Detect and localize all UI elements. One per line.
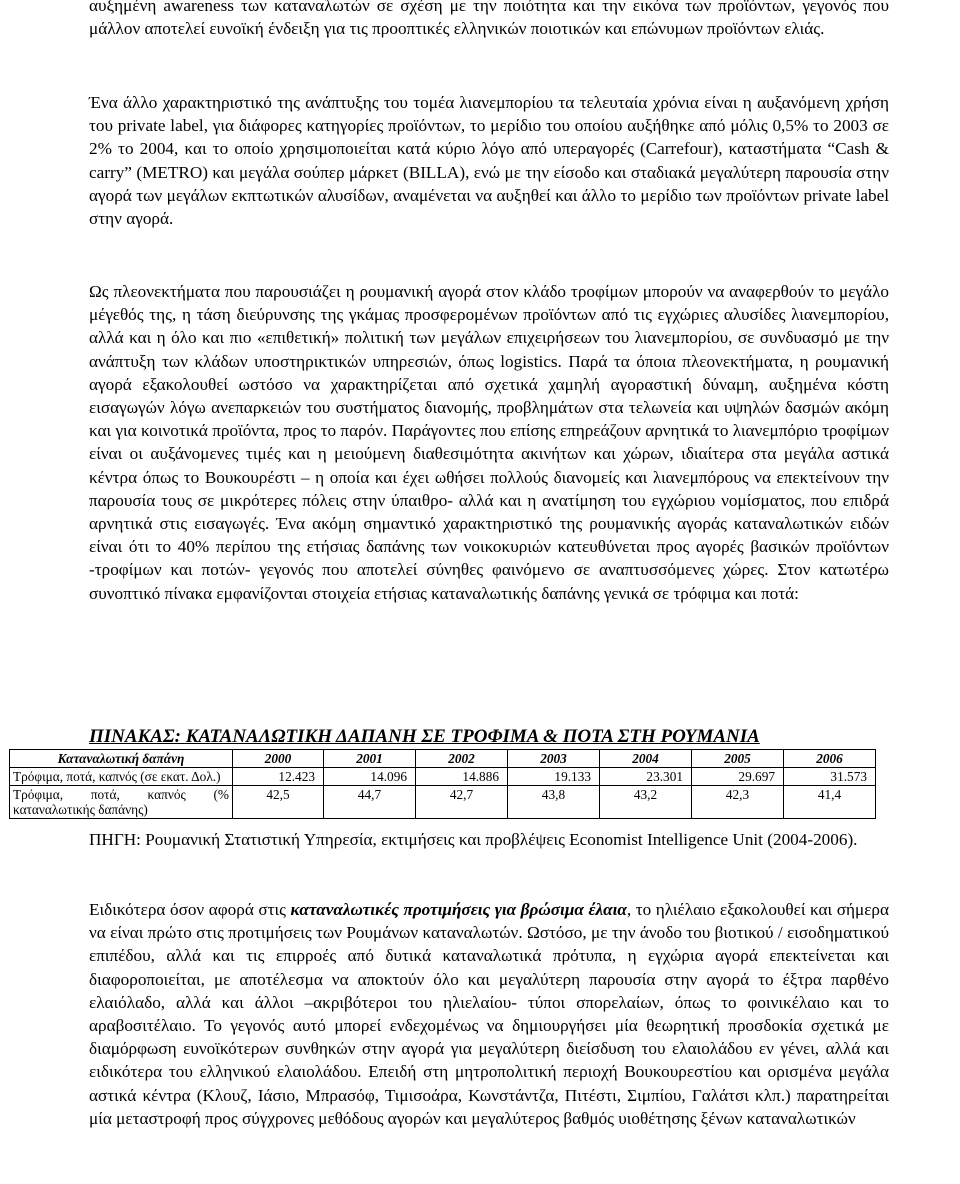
table-header-row <box>10 750 876 768</box>
paragraph-olive-preferences <box>89 898 889 1130</box>
table-row-label: Τρόφιμα, ποτά, καπνός (σε εκατ. Δολ.) <box>10 768 233 786</box>
paragraph-olive-lead: Ειδικότερα όσον αφορά στις <box>89 900 291 919</box>
table-cell: 23.301 <box>600 768 692 786</box>
table-cell: 14.886 <box>416 768 508 786</box>
consumer-spending-table <box>9 749 876 819</box>
table-row <box>10 786 876 819</box>
table-cell: 43,2 <box>600 786 692 819</box>
table-cell: 19.133 <box>508 768 600 786</box>
table-cell: 43,8 <box>508 786 600 819</box>
table-cell: 42,7 <box>416 786 508 819</box>
table-title: ΠΙΝΑΚΑΣ: ΚΑΤΑΝΑΛΩΤΙΚΗ ΔΑΠΑΝΗ ΣΕ ΤΡΟΦΙΜΑ & ΠΟΤΑ ΣΤΗ ΡΟΥΜΑΝΙΑ <box>89 726 760 747</box>
paragraph-private-label: Ένα άλλο χαρακτηριστικό της ανάπτυξης του τομέα λιανεμπορίου τα τελευταία χρόνια είναι η αυξανόμενη χρήση του private label, για διάφορες κατηγορίες προϊόντων, το μερίδιο του οποίου αυξήθηκε από μόλις 0,5% το 2003 σε 2% το 2004, και το οποίο χρησιμοποιείται κατά κύριο λόγο από υπεραγορές (Carrefour), καταστήματα “Cash & carry” (METRO) και μεγάλα σούπερ μάρκετ (BILLA), ενώ με την είσοδο και σταδιακά μεγαλύτερη παρουσία στην αγορά των μεγάλων εκπτωτικών αλυσίδων, αναμένεται να αυξηθεί και άλλο το μερίδιο των προϊόντων private label στην αγορά. <box>89 93 889 229</box>
table-header-year: 2006 <box>784 750 876 768</box>
table-row-label-line: καταναλωτικής δαπάνης) <box>13 802 148 817</box>
table-cell: 12.423 <box>233 768 324 786</box>
table-row-label-line: Τρόφιμα, ποτά, καπνός (% <box>13 787 229 802</box>
table-header-year: 2003 <box>508 750 600 768</box>
table-header-label: Καταναλωτική δαπάνη <box>10 750 233 768</box>
table-row-label <box>10 786 233 819</box>
paragraph-intro: αυξημένη awareness των καταναλωτών σε σχέση με την ποιότητα και την εικόνα των προϊόντων, γεγονός που μάλλον αποτελεί ευνοϊκή ένδειξη για τις προοπτικές ελληνικών ποιοτικών και επώνυμων προϊόντων ελιάς. <box>89 0 889 39</box>
paragraph-olive-rest: , το ηλιέλαιο εξακολουθεί και σήμερα να είναι πρώτο στις προτιμήσεις των Ρουμάνων καταναλωτών. Ωστόσο, με την άνοδο του βιοτικού / εισοδηματικού επιπέδου, αλλά και τις επιρροές από δυτικά καταναλωτικά πρότυπα, η εγχώρια αγορά επεκτείνεται και διαφοροποιείται, με αποτέλεσμα να αποκτούν όλο και μεγαλύτερη παρουσία στην αγορά το έξτρα παρθένο ελαιόλαδο, αλλά και άλλοι –ακριβότεροι του ηλιελαίου- τύποι σπορελαίων, όπως το φοινικέλαιο και το αραβοσιτέλαιο. Το γεγονός αυτό μπορεί ενδεχομένως να δημιουργήσει μία θεωρητική προσδοκία σχετικά με διαμόρφωση ευνοϊκότερων συνθηκών στην αγορά για μεγαλύτερη διείσδυση του ελαιολάδου εν γένει, αλλά και ειδικότερα του ελληνικού ελαιολάδου. Επειδή στη μητροπολιτική περιοχή Βουκουρεστίου και ορισμένα μεγάλα αστικά κέντρα (Κλουζ, Ιάσιο, Μπρασόφ, Τιμισοάρα, Κωνστάντζα, Πιτέστι, Σιμπίου, Γαλάτσι κλπ.) παρατηρείται μία μεταστροφή προς σύγχρονες μεθόδους αγορών και μεγαλύτερος βαθμός υιοθέτησης ξένων καταναλωτικών <box>89 900 889 1128</box>
table-source-note: ΠΗΓΗ: Ρουμανική Στατιστική Υπηρεσία, εκτιμήσεις και προβλέψεις Economist Intelligence Unit (2004-2006). <box>89 830 858 849</box>
table-header-year: 2004 <box>600 750 692 768</box>
paragraph-olive-emphasis: καταναλωτικές προτιμήσεις για βρώσιμα έλαια <box>290 900 627 919</box>
table-cell: 42,5 <box>233 786 324 819</box>
table-header-year: 2005 <box>692 750 784 768</box>
table-cell: 31.573 <box>784 768 876 786</box>
table-cell: 42,3 <box>692 786 784 819</box>
table-header-year: 2000 <box>233 750 324 768</box>
table-cell: 44,7 <box>324 786 416 819</box>
table-cell: 14.096 <box>324 768 416 786</box>
table-row <box>10 768 876 786</box>
table-cell: 29.697 <box>692 768 784 786</box>
table-cell: 41,4 <box>784 786 876 819</box>
paragraph-advantages: Ως πλεονεκτήματα που παρουσιάζει η ρουμανική αγορά στον κλάδο τροφίμων μπορούν να αναφερθούν το μεγάλο μέγεθός της, η τάση διεύρυνσης της γκάμας προσφερομένων προϊόντων από τις εγχώριες αλυσίδες λιανεμπορίου, αλλά και η όλο και πιο «επιθετική» πολιτική των μεγάλων επιχειρήσεων του λιανεμπορίου, σε συνδυασμό με την ανάπτυξη των κλάδων υποστηρικτικών υπηρεσιών, όπως logistics. Παρά τα όποια πλεονεκτήματα, η ρουμανική αγορά εξακολουθεί ωστόσο να χαρακτηρίζεται από σχετικά χαμηλή αγοραστική δύναμη, αυξημένα κόστη εισαγωγών λόγω ανεπαρκειών του συστήματος διανομής, προβλημάτων στα τελωνεία και υψηλών δασμών ακόμη και για κοινοτικά προϊόντα, προς το παρόν. Παράγοντες που επίσης επηρεάζουν αρνητικά το λιανεμπόριο τροφίμων είναι οι αυξάνομενες τιμές και η μειούμενη διαθεσιμότητα ακινήτων και χώρων, ιδιαίτερα στα μεγάλα αστικά κέντρα όπως το Βουκουρέστι – η οποία και έχει ωθήσει πολλούς διανομείς και λιανεμπόρους να επεκτείνουν την παρουσία τους σε μικρότερες πόλεις στην ύπαιθρο- αλλά και η ανατίμηση του εγχώριου νομίσματος, που επιδρά αρνητικά στις εισαγωγές. Ένα ακόμη σημαντικό χαρακτηριστικό της ρουμανικής αγοράς καταναλωτικών ειδών είναι ότι το 40% περίπου της ετήσιας δαπάνης των νοικοκυριών κατευθύνεται προς αγορές βασικών προϊόντων -τροφίμων και ποτών- γεγονός που αποτελεί σύνηθες φαινόμενο σε αναπτυσσόμενες χώρες. Στον κατωτέρω συνοπτικό πίνακα εμφανίζονται στοιχεία ετήσιας καταναλωτικής δαπάνης γενικά σε τρόφιμα και ποτά: <box>89 282 889 603</box>
table-header-year: 2001 <box>324 750 416 768</box>
table-header-year: 2002 <box>416 750 508 768</box>
